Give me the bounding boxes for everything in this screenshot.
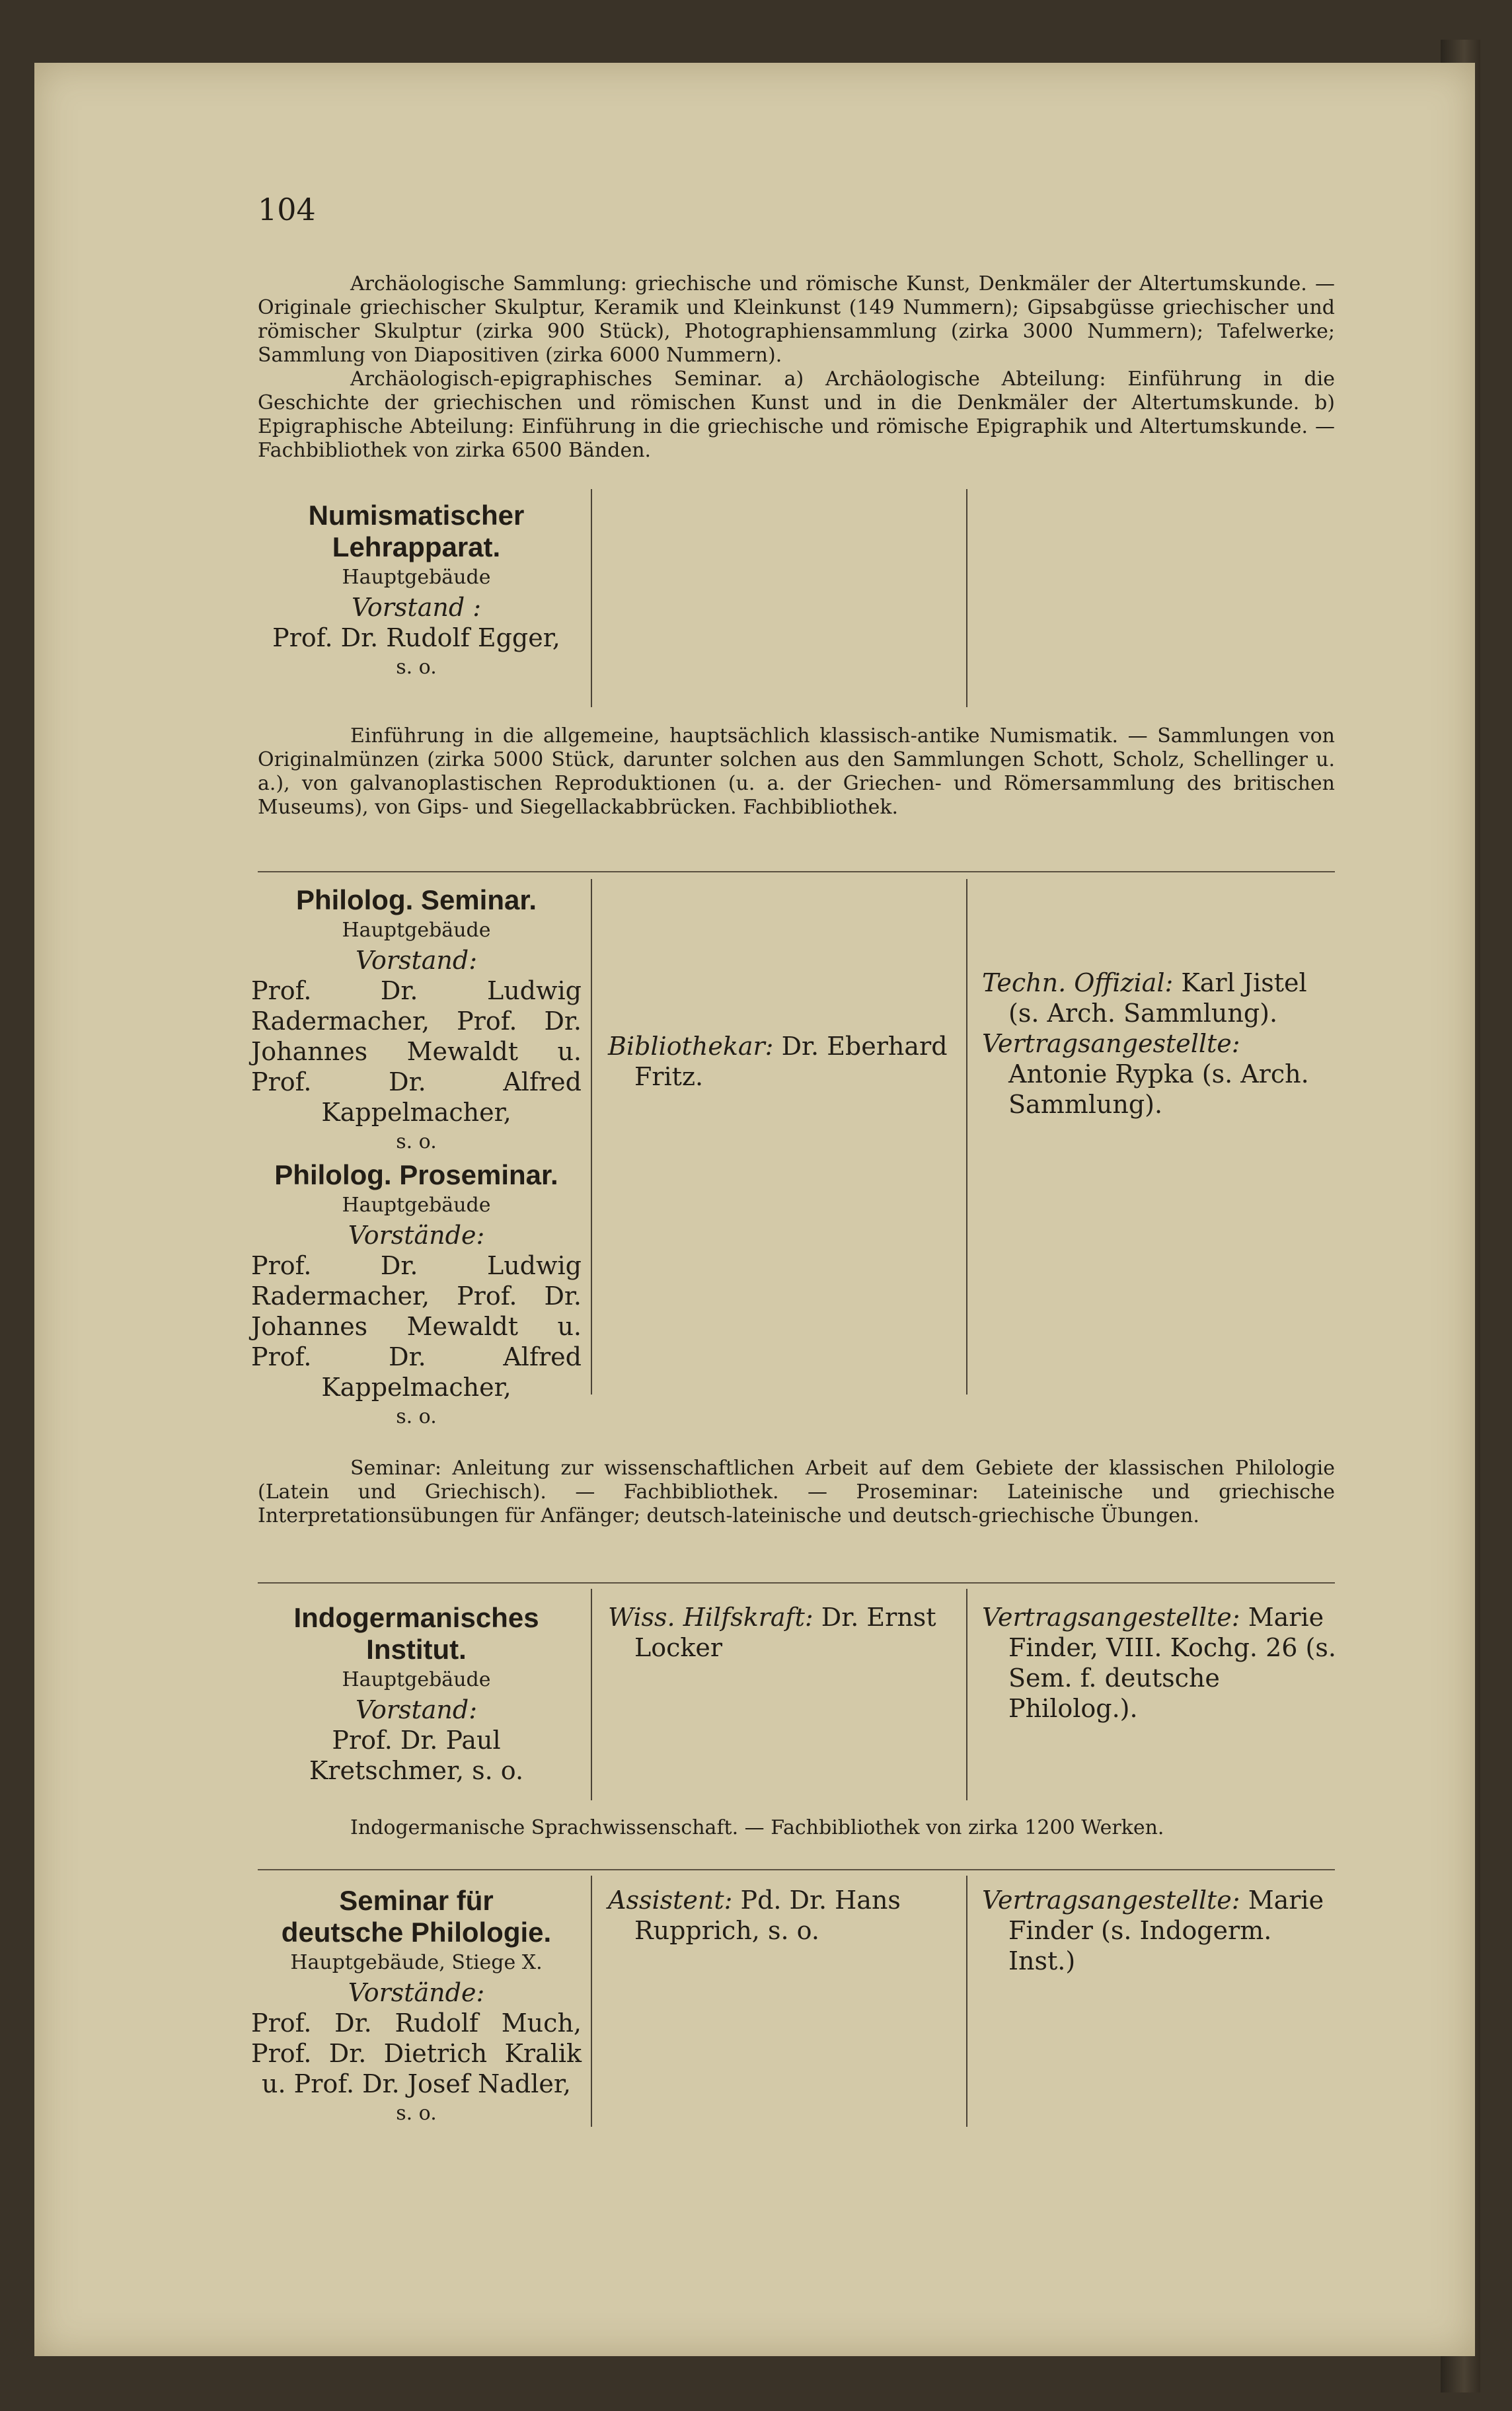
philolog-staff <box>982 968 1339 1120</box>
philolog-librarian <box>608 1031 952 1092</box>
research-assistant-label: Wiss. Hilfskraft: <box>608 1603 813 1632</box>
indogerman-description-text: Indogermanische Sprachwissenschaft. — Fachbibliothek von zirka 1200 Werken. <box>350 1816 1164 1839</box>
numismatik-description <box>258 724 1335 820</box>
deutsch-directors: Prof. Dr. Rudolf Much, Prof. Dr. Dietrich Kralik u. Prof. Dr. Josef Nadler, <box>251 2009 582 2098</box>
deutsch-role: Vorstände: <box>348 1978 485 2007</box>
numismatik-entry <box>251 500 582 682</box>
numismatik-building: Hauptgebäude <box>342 566 491 589</box>
philolog-proseminar-title: Philolog. Proseminar. <box>274 1159 558 1190</box>
page-number: 104 <box>258 192 316 227</box>
deutsch-contract-label: Vertragsangestellte: <box>982 1886 1240 1915</box>
assistant-name: Pd. Dr. Hans Rupprich, s. o. <box>634 1886 901 1945</box>
indogerman-building: Hauptgebäude <box>342 1668 491 1691</box>
indogerman-title-1: Indogermanisches <box>293 1602 539 1633</box>
indogerman-entry <box>251 1602 582 1786</box>
philolog-seminar-directors: Prof. Dr. Ludwig Radermacher, Prof. Dr. Johannes Mewaldt u. Prof. Dr. Alfred Kappelmacher, <box>251 976 582 1127</box>
indogerman-title-2: Institut. <box>366 1634 467 1665</box>
numismatik-role: Vorstand : <box>351 593 482 622</box>
column-divider <box>966 1589 967 1800</box>
philolog-seminar-role: Vorstand: <box>355 946 478 975</box>
tech-official-label: Techn. Offizial: <box>982 968 1174 997</box>
column-divider <box>591 489 592 707</box>
philolog-seminar-title: Philolog. Seminar. <box>295 884 537 915</box>
philolog-seminar-entry <box>251 884 582 1157</box>
philolog-description-text: Seminar: Anleitung zur wissenschaftlichen Arbeit auf dem Gebiete der klassischen Philologie (Latein und Griechisch). — Fachbibliothek. — Proseminar: Lateinische und griechische Interpretationsübungen für Anfänger; deutsch-lateinische und deutsch-griechische Übungen. <box>258 1457 1335 1527</box>
numismatik-director: Prof. Dr. Rudolf Egger, <box>272 623 560 652</box>
deutsch-staff <box>982 1885 1339 1976</box>
philolog-proseminar-building: Hauptgebäude <box>342 1194 491 1217</box>
numismatik-title-2: Lehrapparat. <box>332 531 501 562</box>
contract-employee-label: Vertragsangestellte: <box>982 1029 1240 1058</box>
librarian-label: Bibliothekar: <box>608 1032 774 1061</box>
numismatik-description-text: Einführung in die allgemeine, hauptsächlich klassisch-antike Numismatik. — Sammlungen von Originalmünzen (zirka 5000 Stück, darunter solchen aus den Sammlungen Schott, Scholz, Schellinger u. a.), von galvanoplastischen Reproduktionen (u. a. der Griechen- und Römersammlung des britischen Museums), von Gips- und Siegellackabbrücken. Fachbibliothek. <box>258 724 1335 819</box>
philolog-proseminar-directors: Prof. Dr. Ludwig Radermacher, Prof. Dr. Johannes Mewaldt u. Prof. Dr. Alfred Kappelmacher, <box>251 1251 582 1402</box>
archaeology-seminar-paragraph <box>258 367 1335 463</box>
archaeology-collection-text: Archäologische Sammlung: griechische und römische Kunst, Denkmäler der Altertumskunde. — Originale griechischer Skulptur, Keramik und Kleinkunst (149 Nummern); Gipsabgüsse griechischer und römischer Skulptur (zirka 900 Stück), Photographiensammlung (zirka 3000 Nummern); Tafelwerke; Sammlung von Diapositiven (zirka 6000 Nummern). <box>258 272 1335 367</box>
deutsch-title-2: deutsche Philologie. <box>281 1917 552 1948</box>
column-divider <box>966 879 967 1395</box>
section-rule <box>258 1582 1335 1584</box>
philolog-proseminar-entry <box>251 1159 582 1432</box>
philolog-proseminar-so: s. o. <box>396 1405 437 1428</box>
contract-employee-name: Antonie Rypka (s. Arch. Sammlung). <box>1008 1059 1309 1119</box>
research-assistant-name: Dr. Ernst Locker <box>634 1603 936 1662</box>
philolog-proseminar-role: Vorstände: <box>348 1221 485 1250</box>
column-divider <box>591 879 592 1395</box>
indogerman-assistant <box>608 1602 952 1663</box>
philolog-description <box>258 1457 1335 1528</box>
column-divider <box>966 1876 967 2127</box>
archaeology-collection-paragraph <box>258 272 1335 367</box>
section-rule <box>258 1869 1335 1870</box>
indogerman-description <box>258 1816 1335 1840</box>
archaeology-seminar-text: Archäologisch-epigraphisches Seminar. a) Archäologische Abteilung: Einführung in die Geschichte der griechischen und römischen Kunst und in die Denkmäler der Altertumskunde. b) Epigraphische Abteilung: Einführung in die griechische und römische Epigraphik und Altertumskunde. — Fachbibliothek von zirka 6500 Bänden. <box>258 367 1335 462</box>
indogerman-role: Vorstand: <box>355 1695 478 1724</box>
philolog-seminar-building: Hauptgebäude <box>342 919 491 942</box>
deutsch-building: Hauptgebäude, Stiege X. <box>290 1951 543 1974</box>
deutsch-assistant <box>608 1885 952 1946</box>
indogerman-staff <box>982 1602 1339 1724</box>
indogerman-contract-label: Vertragsangestellte: <box>982 1603 1240 1632</box>
section-rule <box>258 871 1335 872</box>
indogerman-contract-name: Marie Finder, VIII. Kochg. 26 (s. Sem. f. deutsche Philolog.). <box>1008 1603 1336 1723</box>
column-divider <box>591 1876 592 2127</box>
assistant-label: Assistent: <box>608 1886 733 1915</box>
librarian-name: Dr. Eberhard Fritz. <box>634 1032 948 1091</box>
tech-official-name: Karl Jistel (s. Arch. Sammlung). <box>1008 968 1307 1028</box>
numismatik-title-1: Numismatischer <box>308 500 525 531</box>
column-divider <box>966 489 967 707</box>
indogerman-director: Prof. Dr. Paul Kretschmer, s. o. <box>309 1726 524 1785</box>
deutsch-title-1: Seminar für <box>339 1885 494 1916</box>
philolog-seminar-so: s. o. <box>396 1130 437 1153</box>
deutsch-entry <box>251 1885 582 2128</box>
numismatik-so: s. o. <box>396 656 437 679</box>
deutsch-contract-name: Marie Finder (s. Indogerm. Inst.) <box>1008 1886 1324 1975</box>
column-divider <box>591 1589 592 1800</box>
deutsch-so: s. o. <box>396 2102 437 2125</box>
